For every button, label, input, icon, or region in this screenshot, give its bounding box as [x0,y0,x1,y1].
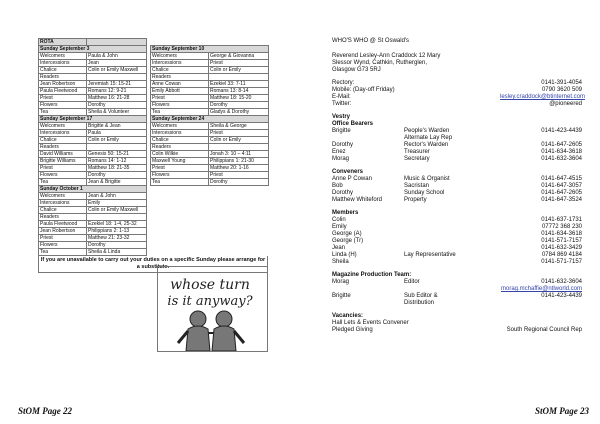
rota-assignee: Sheila & Linda [87,249,147,256]
person-name: Anne P Cowan [332,176,372,182]
rota-assignee: Paula [87,130,147,137]
rota-assignee: Genesis 50: 15-21 [87,151,147,158]
contact-row [332,80,582,87]
vacancy-2-left: Pledged Giving [332,327,373,333]
rota-role: Welcomers [151,123,209,130]
list-item [332,238,582,245]
contact-label: Rectory: [332,80,355,86]
table-row [39,165,269,172]
list-item [332,128,582,135]
table-row [39,123,269,130]
whose-turn-illustration [157,266,268,352]
rota-role: Jean Robertson [39,81,87,88]
blank-cell [151,235,269,242]
list-item [332,279,582,286]
list-item [332,142,582,149]
rota-assignee: Dorothy [87,242,147,249]
person-role: Lay Representative [404,252,456,258]
rota-role: Welcomers [39,123,87,130]
rota-assignee: Dorothy [209,179,269,186]
rota-assignee [209,74,269,81]
table-row [39,95,269,102]
person-role: Property [404,197,427,203]
person-name: George (A) [332,231,362,237]
table-row [39,172,269,179]
conveners-heading: Conveners [332,169,364,175]
figure-left-icon [178,311,210,351]
person-name: George (Tr) [332,238,364,244]
vacancy-2-right: South Regional Council Rep [506,327,582,333]
sunday-date-header: Sunday October 1 [39,186,147,193]
person-role [404,238,500,245]
person-name: Brigitte [332,293,351,299]
person-role: People's Warden [404,128,450,134]
substitute-note: If you are unavailable to carry out your duties on a specific Sunday please arrange for a substitute. [38,256,268,273]
rota-role: Chalice [151,137,209,144]
blank-cell [151,200,269,207]
rota-role: Readers [151,144,209,151]
rota-role: Flowers [39,102,87,109]
rota-role: Colin Wilkie [151,151,209,158]
sunday-date-header: Sunday September 17 [39,116,147,123]
person-phone: 0784 869 4184 [541,252,582,258]
rota-role: Intercessions [39,60,87,67]
rota-role: Flowers [151,102,209,109]
conveners-list [332,176,582,204]
rota-role: Intercessions [39,130,87,137]
rota-assignee [87,74,147,81]
vacancies-heading: Vacancies: [332,313,364,319]
rota-assignee: Sheila & George [209,123,269,130]
list-item [332,197,582,204]
rota-role: Readers [39,74,87,81]
rota-assignee: Jonah 3: 10 – 4:11 [209,151,269,158]
rota-role: Brigitte Williams [39,158,87,165]
email-link[interactable]: lesley.craddock@btinternet.com [500,94,586,100]
table-row [39,102,269,109]
person-phone: 0141-647-4515 [541,176,582,182]
table-row [39,144,269,151]
table-row [39,81,269,88]
address-line-2: Glasgow G73 5RJ [332,67,381,73]
blank-cell [151,221,269,228]
rota-assignee [87,144,147,151]
list-item [332,176,582,183]
person-role: Treasurer [404,149,430,155]
rota-role: Priest [39,235,87,242]
person-name: Jean [332,245,346,251]
rota-assignee: Matthew 16: 21-28 [87,95,147,102]
rota-assignee: Priest [209,130,269,137]
person-phone: 0141-632-3429 [541,245,582,251]
list-item [332,183,582,190]
rota-assignee: Colin or Emily Maxwell [87,67,147,74]
person-role [404,245,500,252]
person-role: Rector's Warden [404,142,449,148]
rota-page [38,38,268,309]
person-name: Sheila [332,259,349,265]
rota-role: Welcomers [39,53,87,60]
person-role: Editor [404,279,420,285]
rota-role: Chalice [151,67,209,74]
rota-assignee: Jeremiah 15: 15-21 [87,81,147,88]
sunday-date-header: Sunday September 10 [151,46,269,53]
person-name [332,300,404,307]
person-phone: 0141-637-1731 [541,217,582,223]
table-row [39,179,269,186]
rota-assignee: Jean & Brigitte [87,179,147,186]
rota-assignee: Matthew 20: 1-16 [209,165,269,172]
rota-assignee: Philippians 2: 1-13 [87,228,147,235]
blank-cell [151,242,269,249]
rota-assignee: Paula & John [87,53,147,60]
rota-role: Jean Robertson [39,228,87,235]
table-row [39,158,269,165]
person-phone: 0141-632-3604 [541,156,582,162]
rota-assignee: Dorothy [87,102,147,109]
person-phone: 0141-571-7157 [541,259,582,265]
rota-assignee: Colin or Emily [87,137,147,144]
rota-assignee: Jean & John [87,193,147,200]
list-item [332,245,582,252]
footer-right: StOM Page 23 [535,406,589,416]
rota-role: Readers [39,214,87,221]
table-row [39,151,269,158]
sunday-date-header: Sunday September 3 [39,46,147,53]
rota-role: Flowers [151,172,209,179]
rota-table [38,38,269,256]
rota-role: Intercessions [151,130,209,137]
rota-assignee: Jean [87,60,147,67]
rota-role: Maxwell Young [151,158,209,165]
rota-role: Welcomers [39,193,87,200]
person-phone: 07772 368 230 [541,224,582,230]
table-row [39,221,269,228]
rota-role: Flowers [39,242,87,249]
table-row [39,88,269,95]
rota-assignee: Romans 13: 8-14 [209,88,269,95]
magazine-list [332,279,582,307]
list-item [332,190,582,197]
rota-assignee: Matthew 21: 23-32 [87,235,147,242]
rota-assignee: Sheila & Volunteer [87,109,147,116]
person-role: Sacristan [404,183,430,189]
rota-assignee: Dorothy [209,102,269,109]
rota-assignee: Colin or Emily [209,137,269,144]
rota-title: ROTA [39,39,87,46]
rota-role: Readers [151,74,209,81]
person-name: Morag [332,156,350,162]
contact-label: E-Mail: [332,94,351,100]
person-name: Matthew Whiteford [332,197,383,203]
person-phone: 0141-647-2605 [541,142,582,148]
person-role: Alternate Lay Rep [404,135,453,141]
contact-value: 0790 3620 509 [541,87,582,93]
blank-cell [151,228,269,235]
person-role [404,259,500,266]
list-item [332,231,582,238]
person-name: Linda (H) [332,252,357,258]
contact-value: 0141-391-4054 [541,80,582,86]
rota-role: Priest [151,95,209,102]
list-item [332,259,582,266]
person-name: Bob [332,183,343,189]
rota-role: Priest [39,165,87,172]
list-item [332,252,582,259]
person-phone: 0141-647-3057 [541,183,582,189]
blank-cell [151,186,269,193]
blank-cell [209,39,269,46]
rota-role: Priest [39,95,87,102]
person-name: Emily [332,224,347,230]
rota-assignee: Matthew 18: 21-35 [87,165,147,172]
image-text-2: is it anyway? [167,294,253,309]
person-phone: 0141-634-3618 [541,231,582,237]
blank-cell [151,193,269,200]
person-role: Secretary [404,156,430,162]
table-row [39,228,269,235]
person-role: Sunday School [404,190,445,196]
contact-row [332,87,582,94]
person-name: Dorothy [332,142,354,148]
table-row [39,193,269,200]
rota-assignee: Ezekiel 33: 7-11 [209,81,269,88]
rota-assignee: George & Giovanna [209,53,269,60]
person-name: Enez [332,149,346,155]
whos-who-page [332,38,586,334]
rota-assignee: Brigitte & Jean [87,123,147,130]
person-name [332,135,404,142]
rota-role: Welcomers [151,53,209,60]
person-role [404,224,500,231]
figure-right-icon [212,311,244,351]
person-phone: 0141-647-2605 [541,190,582,196]
table-row [39,109,269,116]
table-row [39,214,269,221]
rota-role: Paula Fleetwood [39,88,87,95]
rota-assignee: Matthew 18: 15-20 [209,95,269,102]
rota-assignee: Emily [87,200,147,207]
person-role [404,217,500,224]
image-text-1: whose turn [170,277,250,293]
list-item [332,156,582,163]
table-row [39,200,269,207]
person-phone: 0141-423-4439 [541,128,582,134]
vacancy-1: Hall Lets & Events Convener [332,320,409,326]
blank-cell [151,39,209,46]
blank-cell [151,207,269,214]
rota-role: Emily Abbott [151,88,209,95]
person-name: Brigitte [332,128,351,134]
person-role [404,231,500,238]
person-name [332,286,404,293]
person-name: Colin [332,217,346,223]
members-list [332,217,582,266]
contact-label: Mobile: (Day-off Friday) [332,87,395,93]
rota-role: Paula Fleetwood [39,221,87,228]
rota-role: Tea [39,249,87,256]
email-link[interactable]: morag.mchaffie@ntlworld.com [500,286,582,292]
vestry-heading: Vestry [332,114,351,120]
rota-assignee: Dorothy [87,172,147,179]
rota-assignee: Romans 12: 9-21 [87,88,147,95]
magazine-heading: Magazine Production Team: [332,272,412,278]
rota-assignee: Philippians 1: 21-30 [209,158,269,165]
page-title: WHO'S WHO @ St Oswald's [332,38,410,44]
contact-value: @pioneered [549,101,582,107]
list-item [332,286,582,293]
members-heading: Members [332,210,359,216]
person-role [404,286,500,293]
table-row [39,207,269,214]
person-phone [500,300,582,307]
rota-role: Anne Cowan [151,81,209,88]
person-role: Music & Organist [404,176,450,182]
rota-role: Intercessions [151,60,209,67]
list-item [332,224,582,231]
person-role: Sub Editor & [404,293,438,299]
person-phone: 0141-634-3618 [541,149,582,155]
rota-assignee: Ezekiel 18: 1-4, 25-32 [87,221,147,228]
contact-row [332,94,586,101]
rota-assignee: Priest [209,172,269,179]
rota-role: Tea [151,109,209,116]
blank-cell [151,249,269,256]
rota-assignee: Colin or Emily [209,67,269,74]
rota-assignee: Gladys & Dorothy [209,109,269,116]
vestry-list [332,128,582,163]
vacancy-2-row [332,327,582,334]
rota-assignee: Romans 14: 1-12 [87,158,147,165]
person-phone: 0141-423-4439 [541,293,582,299]
blank-cell [151,214,269,221]
rota-title-fill [87,39,147,46]
table-row [39,137,269,144]
rota-role: Flowers [39,172,87,179]
table-row [39,130,269,137]
list-item [332,300,582,307]
rota-role: Chalice [39,207,87,214]
rota-role: Priest [151,165,209,172]
person-role: Distribution [404,300,435,306]
rota-role: Intercessions [39,200,87,207]
office-bearers-heading: Office Bearers [332,121,374,127]
list-item [332,293,582,300]
person-phone: 0141-647-3524 [541,197,582,203]
table-row [39,60,269,67]
rota-assignee [87,214,147,221]
contacts-list [332,80,586,108]
footer-left: StOM Page 22 [18,406,72,416]
person-phone: 0141-632-3604 [541,279,582,285]
person-name: Dorothy [332,190,354,196]
rota-role: Tea [39,179,87,186]
rota-role: Chalice [39,137,87,144]
sunday-date-header: Sunday September 24 [151,116,269,123]
table-row [39,235,269,242]
rota-assignee: Priest [209,60,269,67]
rota-assignee: Colin or Emily Maxwell [87,207,147,214]
contact-label: Twitter: [332,101,352,107]
person-phone: 0141-571-7157 [541,238,582,244]
contact-row [332,101,582,108]
rota-role: Readers [39,144,87,151]
list-item [332,217,582,224]
rota-role: Chalice [39,67,87,74]
reverend-name: Reverend Lesley-Ann Craddock 12 Mary [332,53,441,59]
address-line-1: Slessor Wynd, Cathkin, Rutherglen, [332,60,427,66]
person-name: Morag [332,279,350,285]
table-row [39,53,269,60]
table-row [39,74,269,81]
rota-role: Tea [39,109,87,116]
list-item [332,149,582,156]
rota-role: Tea [151,179,209,186]
list-item [332,135,582,142]
rota-role: David Williams [39,151,87,158]
person-phone [500,135,582,142]
table-row [39,242,269,249]
table-row [39,67,269,74]
rota-assignee [209,144,269,151]
table-row [39,249,269,256]
